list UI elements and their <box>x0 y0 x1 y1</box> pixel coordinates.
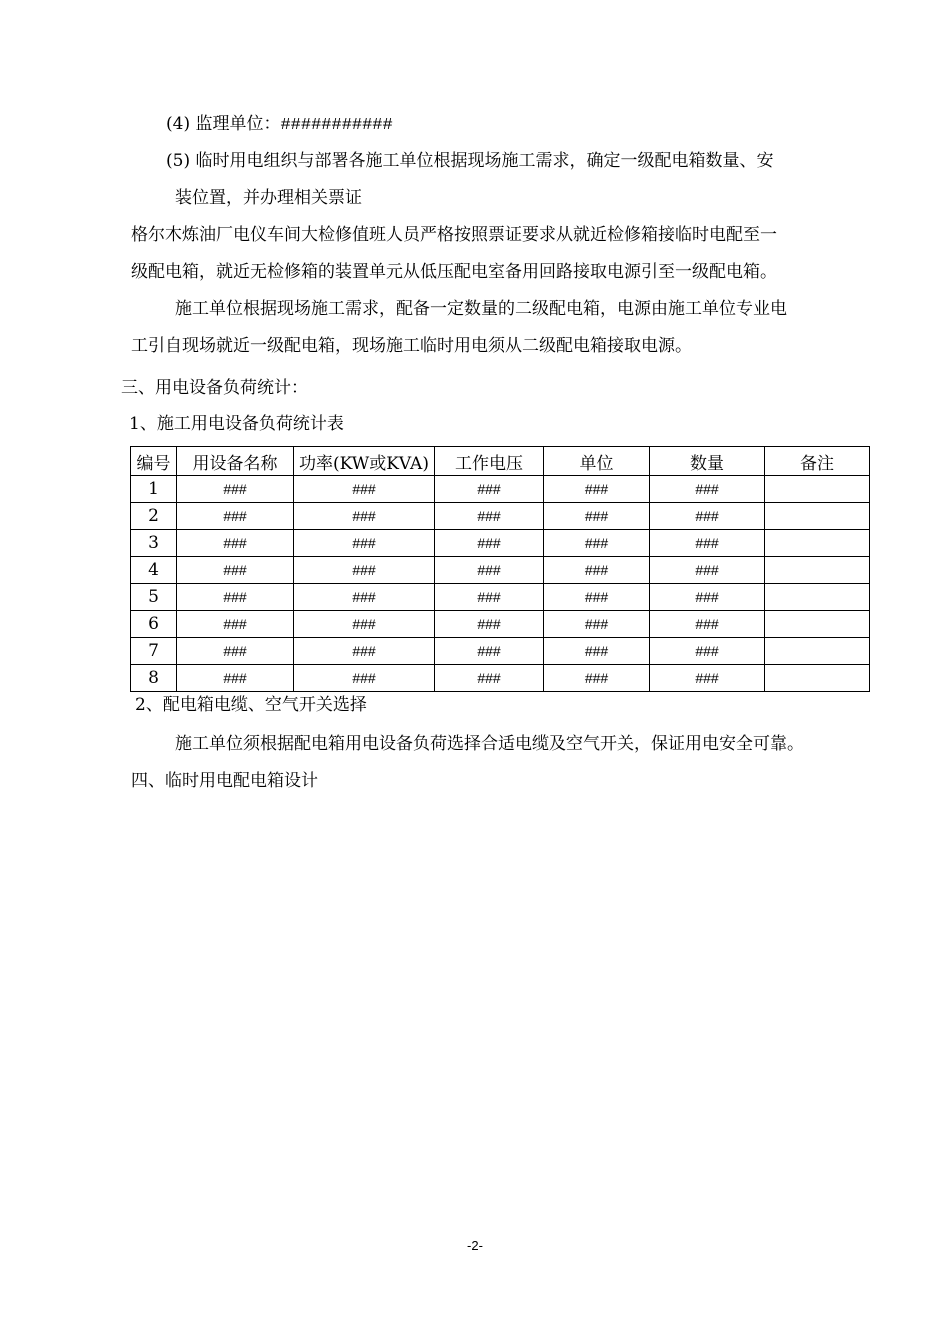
col-header-voltage: 工作电压 <box>435 447 544 476</box>
table-cell: ### <box>544 476 650 503</box>
paragraph-1-line-2: 级配电箱，就近无检修箱的装置单元从低压配电室备用回路接取电源引至一级配电箱。 <box>131 262 777 282</box>
table-cell: ### <box>650 638 765 665</box>
table-cell: 3 <box>131 530 177 557</box>
table-row <box>131 584 870 611</box>
table-cell: ### <box>544 503 650 530</box>
table-caption: 1、施工用电设备负荷统计表 <box>129 414 344 434</box>
section-3-sub-2-text: 施工单位须根据配电箱用电设备负荷选择合适电缆及空气开关，保证用电安全可靠。 <box>175 734 804 754</box>
table-row <box>131 476 870 503</box>
table-cell: 5 <box>131 584 177 611</box>
table-cell: ### <box>177 584 294 611</box>
table-cell: ### <box>650 611 765 638</box>
table-cell: 7 <box>131 638 177 665</box>
table-cell: ### <box>294 476 435 503</box>
table-cell: 4 <box>131 557 177 584</box>
paragraph-2-line-2: 工引自现场就近一级配电箱，现场施工临时用电须从二级配电箱接取电源。 <box>131 336 692 356</box>
table-cell <box>765 557 870 584</box>
table-cell: ### <box>177 638 294 665</box>
table-cell: ### <box>294 530 435 557</box>
table-cell: ### <box>294 665 435 692</box>
table-row <box>131 557 870 584</box>
table-cell: ### <box>294 638 435 665</box>
table-cell <box>765 503 870 530</box>
table-row <box>131 611 870 638</box>
col-header-number: 编号 <box>131 447 177 476</box>
table-header-row <box>131 447 870 476</box>
section-4-title: 四、临时用电配电箱设计 <box>131 771 318 791</box>
table-cell: 8 <box>131 665 177 692</box>
col-header-unit: 单位 <box>544 447 650 476</box>
item-4-label: (4) 监理单位： <box>166 114 281 134</box>
table-cell: ### <box>650 665 765 692</box>
table-cell: ### <box>435 638 544 665</box>
item-4 <box>166 113 393 137</box>
table-cell <box>765 665 870 692</box>
table-cell: ### <box>177 503 294 530</box>
table-cell <box>765 611 870 638</box>
page-number: -2- <box>467 1238 483 1253</box>
table-cell: ### <box>544 557 650 584</box>
table-cell: ### <box>294 611 435 638</box>
table-cell: ### <box>435 665 544 692</box>
item-5-line-2: 装位置，并办理相关票证 <box>175 188 362 208</box>
table-cell <box>765 476 870 503</box>
table-cell: ### <box>177 665 294 692</box>
section-3-sub-2: 2、配电箱电缆、空气开关选择 <box>135 695 367 715</box>
table-cell: ### <box>435 503 544 530</box>
table-row <box>131 503 870 530</box>
table-cell: ### <box>650 503 765 530</box>
table-cell: ### <box>544 665 650 692</box>
table-cell: ### <box>435 476 544 503</box>
table-cell: ### <box>544 584 650 611</box>
table-cell: ### <box>294 584 435 611</box>
paragraph-1-line-1: 格尔木炼油厂电仪车间大检修值班人员严格按照票证要求从就近检修箱接临时电配至一 <box>131 225 777 245</box>
table-cell: ### <box>544 530 650 557</box>
table-cell: ### <box>294 503 435 530</box>
item-5-line-1: (5) 临时用电组织与部署各施工单位根据现场施工需求，确定一级配电箱数量、安 <box>166 151 774 171</box>
equipment-load-table <box>130 446 870 692</box>
table-cell: 2 <box>131 503 177 530</box>
table-cell: 1 <box>131 476 177 503</box>
section-3-title: 三、用电设备负荷统计： <box>121 378 308 398</box>
col-header-remarks: 备注 <box>765 447 870 476</box>
table-cell: ### <box>435 557 544 584</box>
table-cell: 6 <box>131 611 177 638</box>
table-cell: ### <box>177 557 294 584</box>
table-cell: ### <box>294 557 435 584</box>
table-cell: ### <box>177 530 294 557</box>
table-cell <box>765 584 870 611</box>
table-cell: ### <box>544 638 650 665</box>
table-cell: ### <box>435 530 544 557</box>
table-cell: ### <box>435 584 544 611</box>
item-4-value: ########### <box>280 116 393 135</box>
table-cell: ### <box>177 611 294 638</box>
table-cell: ### <box>177 476 294 503</box>
table-cell: ### <box>650 476 765 503</box>
table-cell <box>765 638 870 665</box>
col-header-power: 功率(KW或KVA) <box>294 447 435 476</box>
table-cell <box>765 530 870 557</box>
table-cell: ### <box>650 584 765 611</box>
col-header-equipment-name: 用设备名称 <box>177 447 294 476</box>
table-cell: ### <box>435 611 544 638</box>
table-cell: ### <box>650 557 765 584</box>
table-row <box>131 665 870 692</box>
table-row <box>131 638 870 665</box>
table-cell: ### <box>650 530 765 557</box>
table-row <box>131 530 870 557</box>
paragraph-2-line-1: 施工单位根据现场施工需求，配备一定数量的二级配电箱，电源由施工单位专业电 <box>175 299 787 319</box>
col-header-quantity: 数量 <box>650 447 765 476</box>
table-cell: ### <box>544 611 650 638</box>
